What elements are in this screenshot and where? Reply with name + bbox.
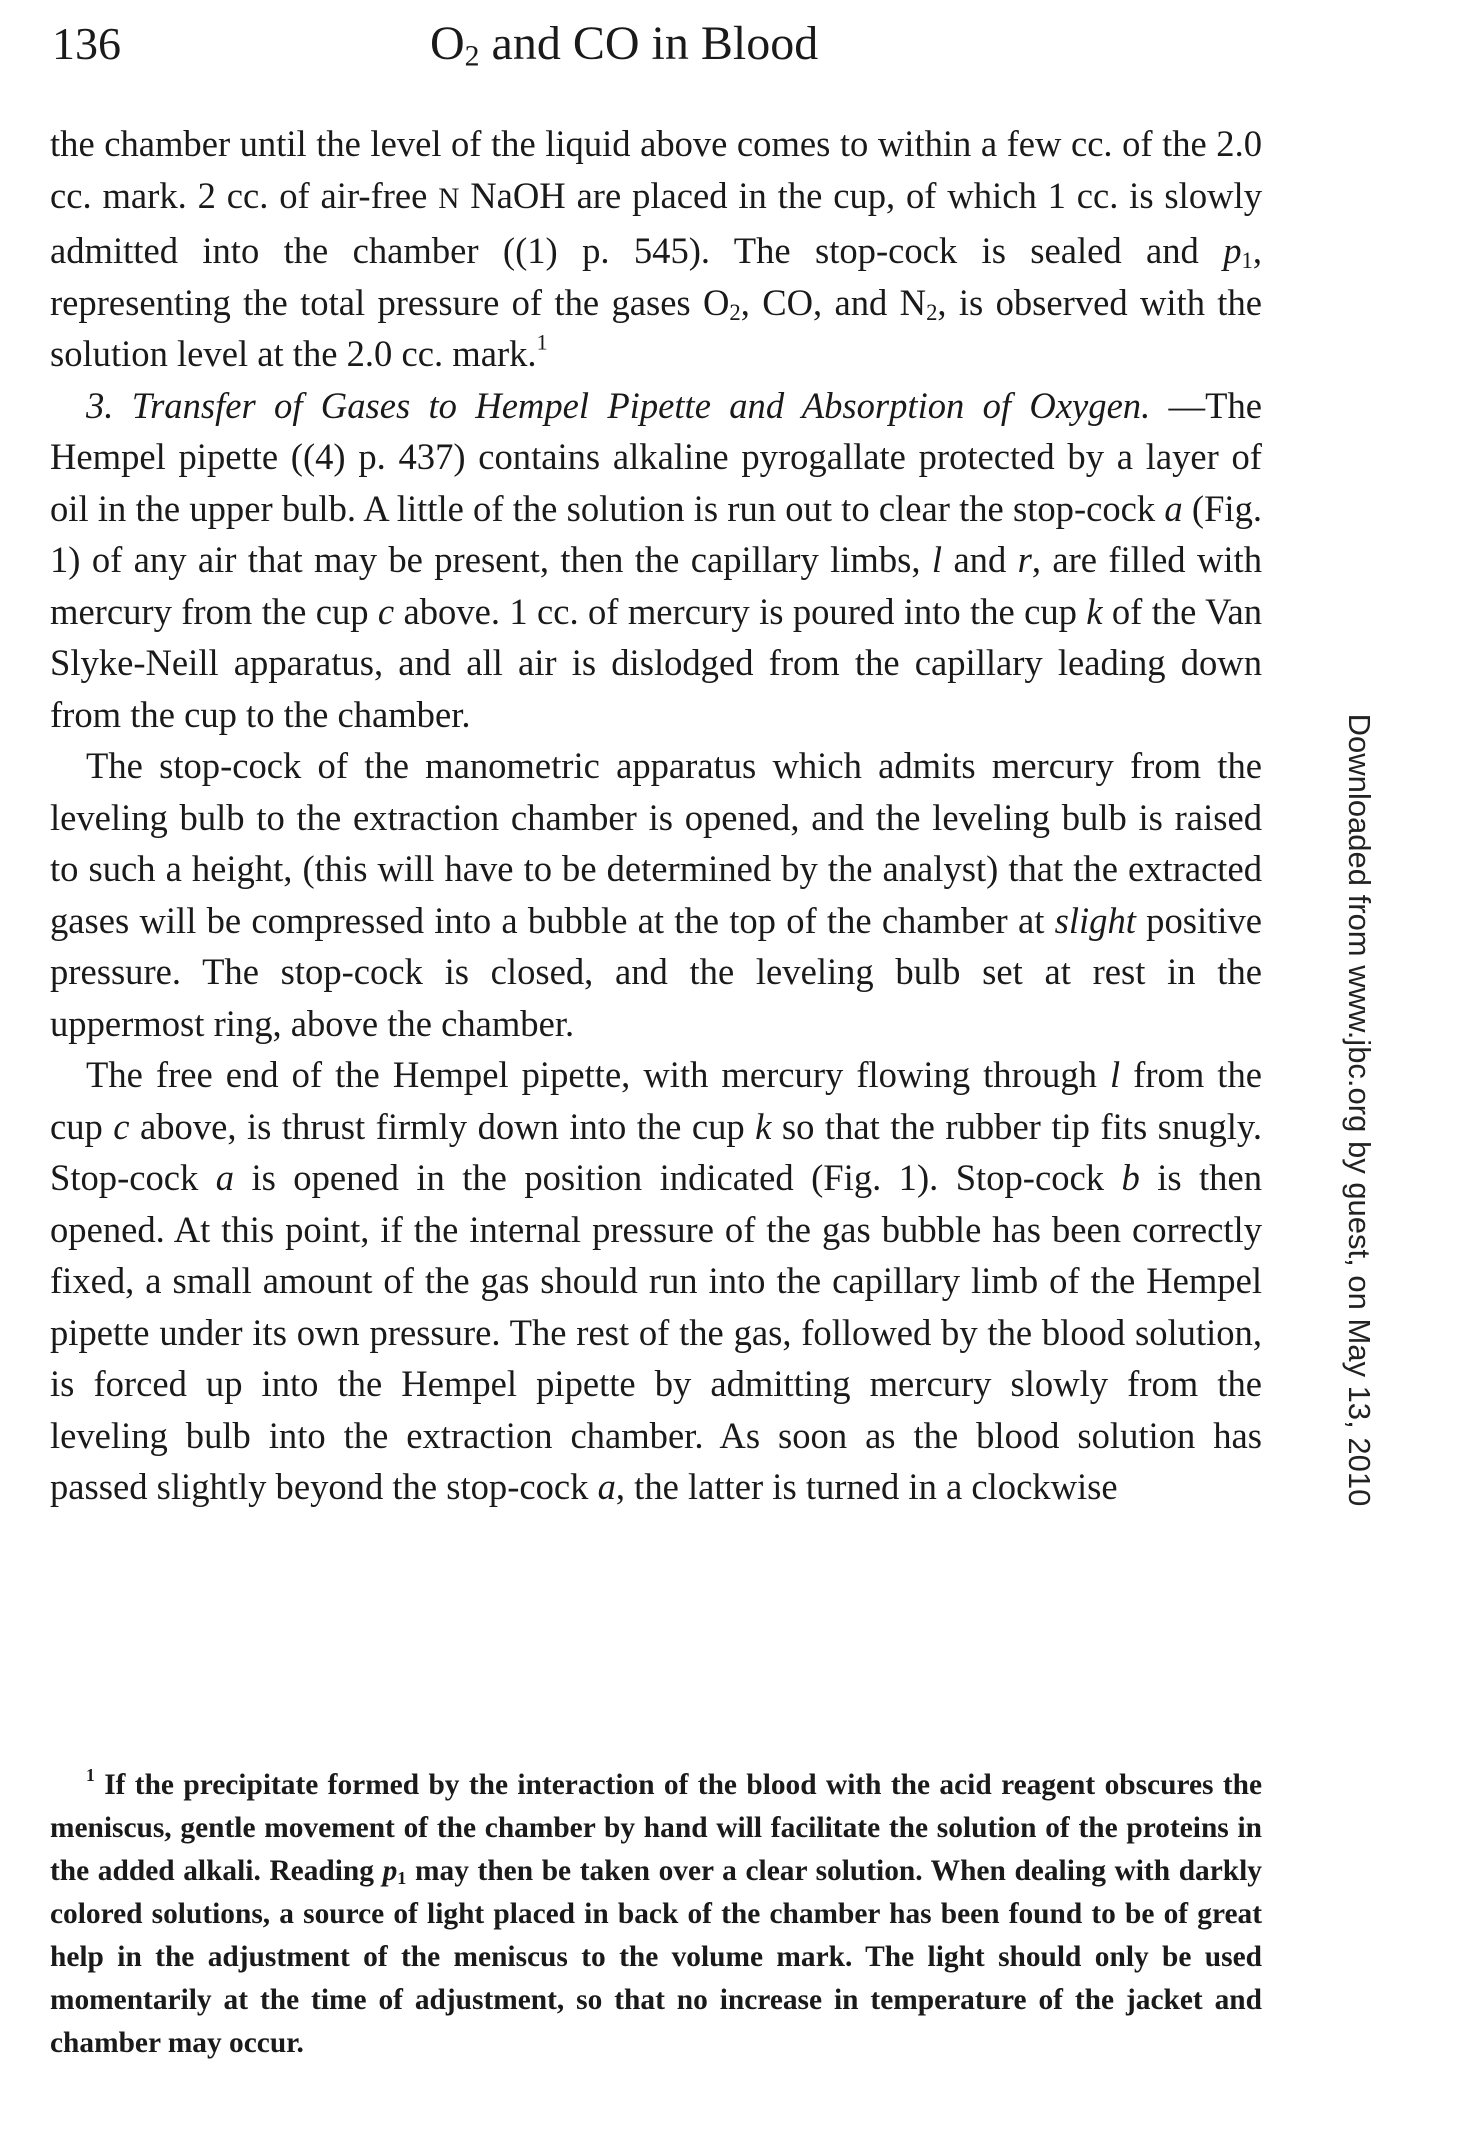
text-run: —The Hempel pipette ((4) p. 437) contains alkaline pyrogallate protected by a layer of oil in the upper bulb. A little of the solution is run out to clear the stop-cock bbox=[50, 384, 1263, 529]
subscript: 1 bbox=[397, 1868, 407, 1888]
text-run: may then be taken over a clear solution. When dealing with darkly colored solutions, a source of light placed in back of the chamber has been found to be of great help in the adjustment of the meniscus to the volume mark. The light should only be used momentarily at the time of adjustment, so that no increase in temperature of the jacket and chamber may occur. bbox=[50, 1855, 1262, 2059]
page-header bbox=[52, 14, 1262, 74]
variable: c bbox=[377, 590, 395, 632]
subscript: 1 bbox=[1241, 247, 1253, 273]
text-run: (Fig. 1) of any air that may be present, then the capillary limbs, bbox=[50, 487, 1263, 580]
running-title-text: O bbox=[430, 17, 465, 70]
text-run: , CO, and N bbox=[740, 281, 927, 323]
footnote-reference[interactable]: 1 bbox=[536, 329, 548, 355]
variable: c bbox=[113, 1105, 130, 1147]
running-title-subscript: 2 bbox=[464, 39, 480, 73]
text-run: , the latter is turned in a clockwise bbox=[615, 1466, 1118, 1507]
page-number: 136 bbox=[52, 18, 121, 69]
running-title bbox=[430, 14, 818, 74]
footnote bbox=[50, 1764, 1262, 2065]
normality-symbol: N bbox=[438, 182, 460, 215]
text-run: If the precipitate formed by the interaction of the blood with the acid reagent obscures the meniscus, gentle movement of the chamber by hand will facilitate the solution of the proteins in the added alkali. Reading bbox=[50, 1769, 1262, 1887]
paragraph-3 bbox=[50, 740, 1262, 1049]
variable: a bbox=[215, 1157, 235, 1198]
text-run: is opened in the position indicated (Fig. 1). Stop-cock bbox=[234, 1157, 1122, 1198]
section-title: 3. Transfer of Gases to Hempel Pipette and Absorption of Oxygen. bbox=[86, 384, 1151, 426]
pressure-variable: p bbox=[1223, 230, 1242, 271]
text-run: , representing the total pressure of the gases O bbox=[50, 230, 1262, 323]
text-run: the chamber until the level of the liquid above comes to within a few cc. of the 2.0 cc. mark. 2 cc. of air-free bbox=[50, 123, 1262, 216]
variable: r bbox=[1017, 539, 1032, 580]
body-text bbox=[50, 118, 1262, 1513]
pressure-variable: p bbox=[382, 1855, 398, 1887]
emphasis: slight bbox=[1054, 899, 1136, 941]
variable: k bbox=[755, 1105, 772, 1147]
variable: a bbox=[1164, 487, 1183, 529]
variable: k bbox=[1086, 590, 1103, 632]
footnote-marker: 1 bbox=[86, 1764, 95, 1785]
text-run: The stop-cock of the manometric apparatus which admits mercury from the leveling bulb to the extraction chamber is opened, and the leveling bulb is raised to such a height, (this will have to be determined by the analyst) that the extracted gases will be compressed into a bubble at the top of the chamber at bbox=[50, 745, 1262, 941]
variable: l bbox=[1109, 1054, 1121, 1095]
variable: l bbox=[931, 539, 943, 580]
paragraph-2 bbox=[50, 380, 1262, 741]
text-run: NaOH are placed in the cup, of which 1 cc. is slowly admitted into the chamber ((1) p. 545). The stop-cock is sealed and bbox=[50, 174, 1262, 271]
text-run: from the cup bbox=[50, 1054, 1262, 1147]
text-run: , is observed with the solution level at the 2.0 cc. mark. bbox=[50, 281, 1262, 374]
text-run: The free end of the Hempel pipette, with mercury flowing through bbox=[86, 1054, 1110, 1095]
text-run: above, is thrust firmly down into the cup bbox=[129, 1105, 756, 1147]
text-run: and bbox=[942, 539, 1018, 580]
variable: a bbox=[597, 1466, 616, 1507]
subscript: 2 bbox=[926, 299, 938, 325]
download-watermark[interactable]: Downloaded from www.jbc.org by guest, on May 13, 2010 bbox=[1342, 713, 1377, 1507]
text-run: is then opened. At this point, if the internal pressure of the gas bubble has been correctly fixed, a small amount of the gas should run into the capillary limb of the Hempel pipette under its own pressure. The rest of the gas, followed by the blood solution, is forced up into the Hempel pipette by admitting mercury slowly from the leveling bulb into the extraction chamber. As soon as the blood solution has passed slightly beyond the stop-cock bbox=[50, 1157, 1262, 1507]
subscript: 2 bbox=[729, 299, 741, 325]
text-run: of the Van Slyke-Neill apparatus, and all air is dislodged from the capillary leading down from the cup to the chamber. bbox=[50, 590, 1262, 735]
paragraph-1 bbox=[50, 118, 1262, 380]
text-run: above. 1 cc. of mercury is poured into the cup bbox=[394, 590, 1087, 632]
text-run: positive pressure. The stop-cock is closed, and the leveling bulb set at rest in the uppermost ring, above the chamber. bbox=[50, 899, 1262, 1044]
text-run: , are filled with mercury from the cup bbox=[50, 539, 1262, 632]
variable: b bbox=[1121, 1157, 1140, 1198]
text-run: so that the rubber tip fits snugly. Stop-cock bbox=[50, 1105, 1262, 1198]
paragraph-4 bbox=[50, 1049, 1262, 1513]
running-title-text-rest: and CO in Blood bbox=[479, 17, 819, 70]
